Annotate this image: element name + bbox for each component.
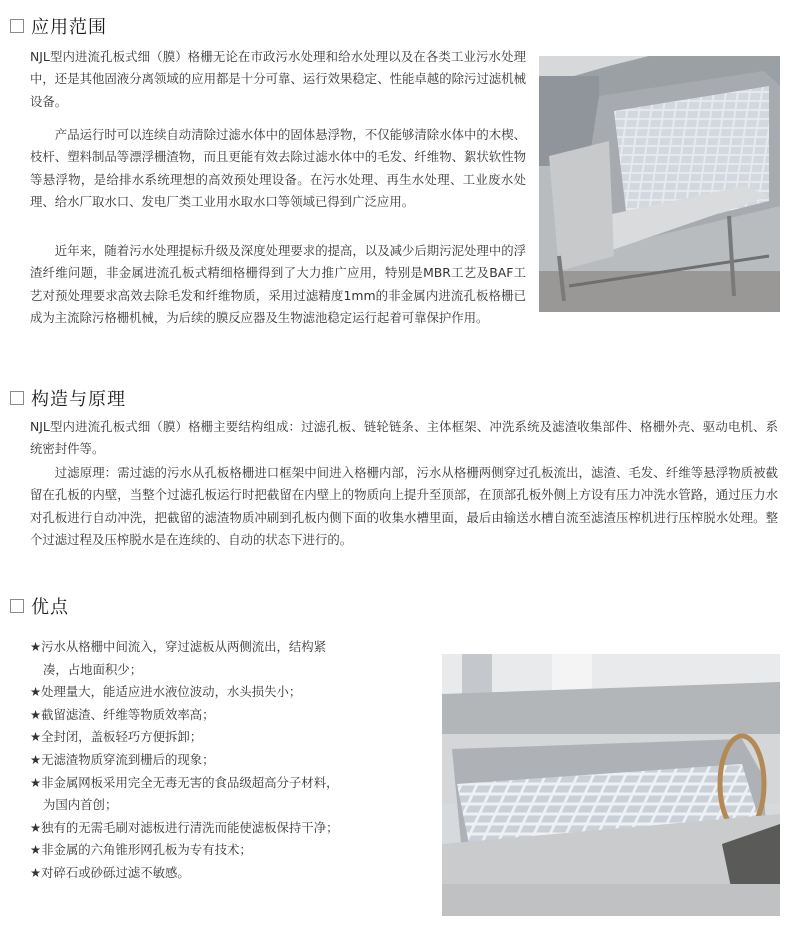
product-photo-filter-plate	[442, 654, 780, 916]
application-paragraph: NJL型内进流孔板式细（膜）格栅无论在市政污水处理和给水处理以及在各类工业污水处理中，还是其他固液分离领域的应用都是十分可靠、运行效果稳定、性能卓越的除污过滤机械设备。	[30, 49, 526, 109]
structure-paragraph: NJL型内进流孔板式细（膜）格栅主要结构组成：过滤孔板、链轮链条、主体框架、冲洗系统及滤渣收集部件、格栅外壳、驱动电机、系统密封件等。	[30, 419, 778, 457]
checkbox-square-icon	[10, 19, 24, 33]
list-item: ★非金属的六角锥形网孔板为专有技术；	[30, 842, 252, 858]
list-item: ★无滤渣物质穿流到栅后的现象；	[30, 751, 215, 767]
list-item: ★独有的无需毛刷对滤板进行清洗而能使滤板保持干净；	[30, 819, 339, 835]
structure-paragraph: 过滤原理：需过滤的污水从孔板格栅进口框架中间进入格栅内部，污水从格栅两侧穿过孔板流出，滤渣、毛发、纤维等悬浮物质被截留在孔板的内壁，当整个过滤孔板运行时把截留在内壁上的物质向上提升至顶部，在顶部孔板外侧上方设有压力冲洗水管路，通过压力水对孔板进行自动冲洗，把截留的滤渣物质冲刷到孔板内侧下面的收集水槽里面，最后由输送水槽自流至滤渣压榨机进行压榨脱水处理。整个过滤过程及压榨脱水是在连续的、自动的状态下进行的。	[30, 465, 778, 548]
list-item: ★截留滤渣、纤维等物质效率高；	[30, 706, 215, 722]
section-header-advantages	[10, 593, 69, 619]
section-title: 优点	[31, 597, 69, 618]
list-item: ★污水从格栅中间流入，穿过滤板从两侧流出，结构紧凑，占地面积少；	[30, 639, 327, 677]
section-header-structure	[10, 385, 126, 411]
checkbox-square-icon	[10, 599, 24, 613]
product-photo-screen-machine	[539, 56, 780, 312]
application-paragraph: 产品运行时可以连续自动清除过滤水体中的固体悬浮物，不仅能够清除水体中的木楔、枝杆、塑料制品等漂浮栅渣物，而且更能有效去除过滤水体中的毛发、纤维物、絮状软性物等悬浮物，是给排水系统理想的高效预处理设备。在污水处理、再生水处理、工业废水处理、给水厂取水口、发电厂类工业用水取水口等领域已得到广泛应用。	[30, 127, 526, 210]
list-item: ★对碎石或砂砾过滤不敏感。	[30, 864, 190, 880]
list-item: ★全封闭，盖板轻巧方便拆卸；	[30, 729, 203, 745]
list-item: ★非金属网板采用完全无毒无害的食品级超高分子材料，为国内首创；	[30, 774, 339, 813]
section-title: 构造与原理	[31, 389, 126, 410]
section-title: 应用范围	[31, 17, 107, 38]
section-header-application	[10, 13, 107, 39]
application-paragraph: 近年来，随着污水处理提标升级及深度处理要求的提高，以及减少后期污泥处理中的浮渣纤维问题，非金属进流孔板式精细格栅得到了大力推广应用，特别是MBR工艺及BAF工艺对预处理要求高效去除毛发和纤维物质，采用过滤精度1mm的非金属内进流孔板格栅已成为主流除污格栅机械，为后续的膜反应器及生物滤池稳定运行起着可靠保护作用。	[30, 243, 526, 326]
checkbox-square-icon	[10, 391, 24, 405]
list-item: ★处理量大，能适应进水液位波动，水头损失小；	[30, 684, 302, 700]
advantages-list	[30, 636, 340, 885]
